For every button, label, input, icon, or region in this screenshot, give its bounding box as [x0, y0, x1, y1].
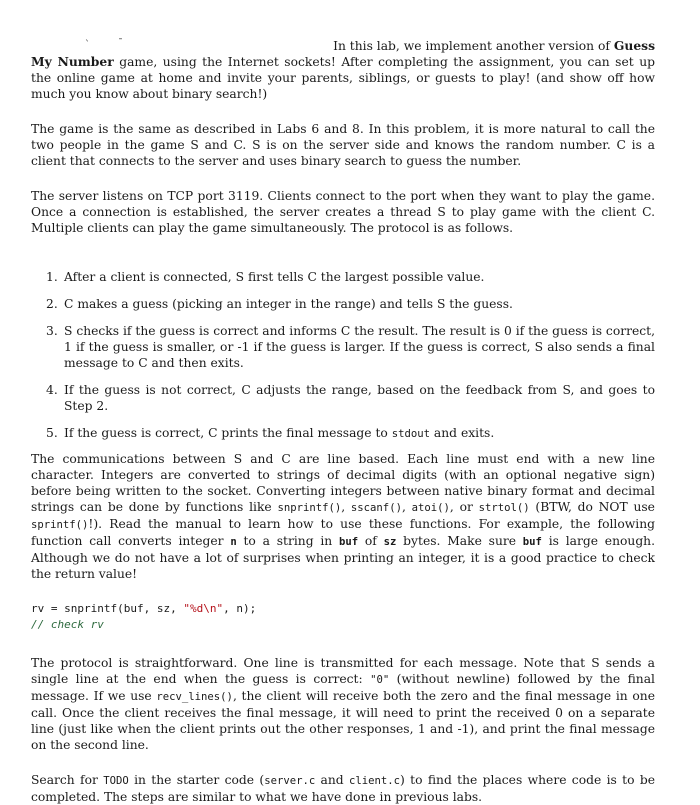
protocol-step — [46, 296, 655, 312]
func-sscanf: sscanf() — [350, 502, 402, 514]
zero-string-code: "0" — [370, 674, 390, 686]
todo-text: ) to find the places where code is to be completed. The steps are similar to what we have done in previous labs. — [31, 773, 655, 804]
comm-text: of — [358, 534, 384, 548]
stray-mark-left: ˋ — [85, 40, 90, 51]
var-sz: sz — [383, 536, 397, 548]
func-snprintf: snprintf() — [277, 502, 342, 514]
var-n: n — [230, 536, 237, 548]
comm-text: is large enough. Although we do not have a lot of surprises when printing an integer, it is a good practice to check the return value! — [31, 534, 656, 581]
game-name-part-a: Guess — [613, 38, 655, 53]
comm-sep: , — [341, 500, 351, 514]
server-c-code: server.c — [264, 775, 316, 787]
game-name-part-b: My Number — [31, 54, 114, 69]
intro-lead-line — [31, 38, 655, 54]
var-buf: buf — [522, 536, 542, 548]
func-strtol: strtol() — [478, 502, 530, 514]
document-page — [31, 38, 655, 805]
protocol-step — [46, 425, 655, 442]
step-text: After a client is connected, S first tells C the largest possible value. — [64, 270, 485, 284]
todo-code: TODO — [103, 775, 129, 787]
protocol-detail-paragraph — [31, 655, 655, 753]
protocol-step — [46, 382, 655, 414]
todo-paragraph — [31, 772, 655, 805]
protocol-step — [46, 269, 655, 285]
todo-text: Search for — [31, 773, 104, 787]
var-buf: buf — [338, 536, 359, 548]
todo-text: and — [315, 773, 350, 787]
step-number: 1. — [46, 270, 58, 284]
step-text-b: and exits. — [430, 426, 495, 440]
comm-text: (BTW, do NOT use — [529, 500, 655, 514]
func-sprintf: sprintf() — [31, 519, 89, 531]
comm-sep: , — [401, 500, 412, 514]
step-text-a: If the guess is correct, C prints the final message to — [64, 426, 392, 440]
stdout-code: stdout — [391, 428, 430, 440]
todo-text: in the starter code ( — [128, 773, 265, 787]
server-description-paragraph: The server listens on TCP port 3119. Clients connect to the port when they want to play the game. Once a connection is established, the server creates a thread S to play game with the client C. Multiple clients can play the game simultaneously. The protocol is as follows. — [31, 189, 655, 235]
game-description-paragraph: The game is the same as described in Labs 6 and 8. In this problem, it is more natural to call the two people in the game S and C. S is on the server side and knows the random number. C is a client that connects to the server and uses binary search to guess the number. — [31, 122, 655, 168]
comm-sep: , or — [449, 500, 479, 514]
func-atoi: atoi() — [411, 502, 450, 514]
step-text: C makes a guess (picking an integer in the range) and tells S the guess. — [64, 297, 513, 311]
intro-lead-text: In this lab, we implement another version of — [333, 39, 614, 53]
recv-lines-code: recv_lines() — [156, 691, 233, 703]
step-text: If the guess is not correct, C adjusts the range, based on the feedback from S, and goes to Step 2. — [64, 383, 655, 413]
client-c-code: client.c — [349, 775, 401, 787]
step-text: S checks if the guess is correct and informs C the result. The result is 0 if the guess is correct, 1 if the guess is smaller, or -1 if the guess is larger. If the guess is correct, S also sends a final message to C and then exits. — [64, 324, 655, 370]
comm-text: bytes. Make sure — [396, 534, 523, 548]
step-number: 4. — [46, 383, 58, 397]
comm-text: to a string in — [236, 534, 339, 548]
code-call: rv = snprintf(buf, sz, — [31, 602, 184, 615]
protocol-steps-list — [31, 269, 655, 442]
step-number: 3. — [46, 324, 58, 338]
step-number: 2. — [46, 297, 58, 311]
intro-paragraph — [31, 38, 655, 102]
comm-text: The communications between S and C are line based. Each line must end with a new line character. Integers are converted to strings of decimal digits (with an optional negative sign) before being written to the socket. Converting integers between native binary format and decimal strings can be done by functions like — [31, 452, 655, 514]
protocol-step — [46, 323, 655, 371]
code-args: , n); — [223, 602, 257, 615]
code-snippet — [31, 601, 655, 633]
communication-paragraph — [31, 451, 655, 582]
stray-mark-right: ˉ — [118, 38, 123, 49]
step-number: 5. — [46, 426, 58, 440]
proto-text: (without newline) followed by the final message. If we use — [31, 672, 655, 703]
intro-rest-text: game, using the Internet sockets! After completing the assignment, you can set up the online game at home and invite your parents, siblings, or guests to play! (and show off how much you know about binary search!) — [31, 55, 655, 101]
code-format-string: "%d\n" — [183, 602, 224, 615]
proto-text: The protocol is straightforward. One line is transmitted for each message. Note that S sends a single line at the end when the guess is correct: — [31, 656, 655, 686]
proto-text: , the client will receive both the zero and the final message in one call. Once the client receives the final message, it will need to print the received 0 on a separate line (just like when the client prints out the other responses, 1 and -1), and print the final message on the second line. — [31, 689, 655, 752]
code-line-1 — [31, 602, 256, 615]
code-comment: // check rv — [31, 618, 104, 631]
intro-body — [31, 54, 655, 102]
comm-text: !). Read the manual to learn how to use these functions. For example, the following function call converts integer — [31, 517, 655, 548]
